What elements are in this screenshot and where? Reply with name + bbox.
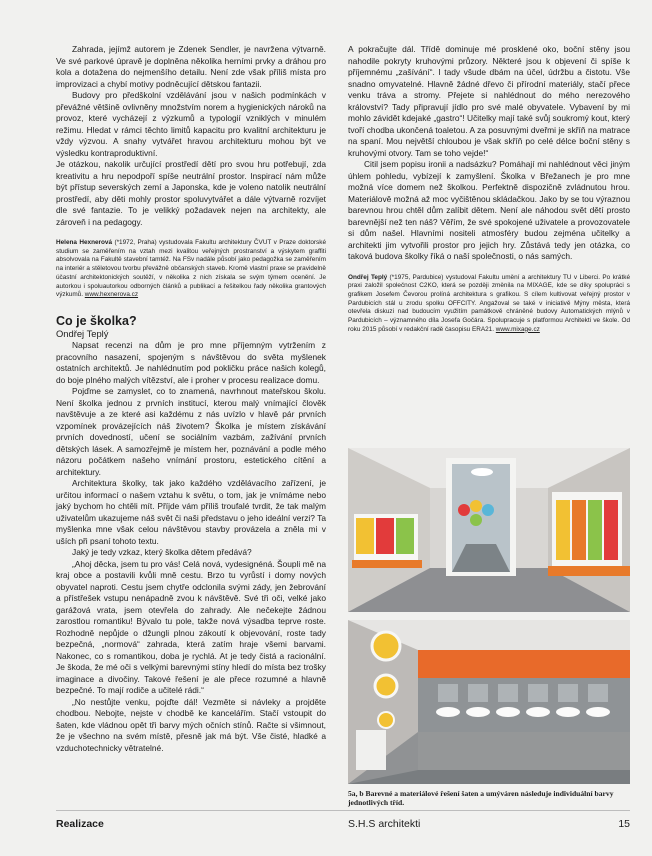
body-paragraph: A pokračujte dál. Třídě dominuje mé prosklené oko, boční stěny jsou nahodile pokryty kruhovými průzory. Některé jsou k objevení či spíše k příjemnému „zašívání“. I tady všude dbám na účel, údržbu a čistotu. Vše snadno omyvatelné. Hlavně žádné dřevo či přírodní materiály, stačí přece venku tráva a stromy. Přejete si nahlédnout do mého nerezového království? Tady připravují jídlo pro své malé obyvatele. Vybavení by mi mohlo závidět kdejaké „gastro“! Učitelky mají také svůj soukromý kout, který tvoří chodba ukončená toaletou. A za posuvnými dveřmi je skříň na matrace na spaní. Mou největší chloubou je však skříň po celé délce boční stěny s kruhovými otvory. Tam se toho vejde!“ <box>348 44 630 158</box>
bio-text: (*1972, Praha) vystudovala Fakultu architektury ČVUT v Praze doktorské studium se zaměřením na vztah mezi kvalitou veřejných prostranství a výskytem graffiti absolvovala na Fakultě stavební tamtéž. Na FSv nadále působí jako pedagožka se zaměřením na interiér a stěletovou tvorbu převážně občanských staveb. Kromě vlastní praxe se pravidelně účastní architektonických soutěží, v několika z nich získala se svým týmem ocenění. Je autorkou i spoluautorkou odborných článků a publikací a řešitelkou řady několika grantových výzkumů. <box>56 239 326 299</box>
washroom-illustration <box>348 620 630 784</box>
bio-text: (*1975, Pardubice) vystudoval Fakultu umění a architektury TU v Liberci. Po krátké praxi založil společnost C2KO, která se později změnila na MIXAGE, kde se díky spolupráci s grafikem Josefem Čevorou prolíná architektura s grafikou. S cílem kultivovat veřejný prostor v Pardubicích stál u zrodu spolku OFFCITY. Angažoval se také v iniciativě Mýny města, která otevřela diskuzi nad budoucím využitím památkově chráněné budovy Automatických mlýnů v Pardubicích – významného díla Josefa Gočára. Spolupracuje s platformou Architekti ve škole. Od roku 2015 působí v redakční radě časopisu ERA21. <box>348 273 631 333</box>
bio-link[interactable]: www.mixage.cz <box>495 325 540 333</box>
body-paragraph: Pojďme se zamyslet, co to znamená, navrhnout mateřskou školu. Není školka jednou z prvních institucí, kterou malý vnímající člověk navštěvuje a ze které asi každému z nás uvízlo v hlavě pár prvních vzpomínek provázejících náš životem? Školka je místem získávání prvních dovedností, učení se sociálním vazbám, zažívání prvních dětských lásek. A samozřejmě je místem her, poznávání a podle mého názoru počátkem našeho vnímání prostoru, estetického cítění a architektury. <box>56 386 326 477</box>
footer-section: Realizace <box>56 818 104 830</box>
body-paragraph: Napsat recenzi na dům je pro mne příjemným vytržením z pracovního nasazení, spojeným s návštěvou do světa myšlenek ostatních architektů. Je nahlédnutím pod pokličku práce našich kolegů, do boje plného malých vítězství, ale i proher v procesu realizace domu. <box>56 340 326 385</box>
section-title: Co je školka? <box>56 313 137 328</box>
photo-caption: 5a, b Barevné a materiálové řešení šaten a umýváren následuje individuální barvy jednotlivých tříd. <box>348 789 614 808</box>
body-paragraph: Je otázkou, nakolik určující prostředí dětí pro svou hru potřebují, zda kreativitu a hru nepodpoří spíše neutrální prostor. Inspirací nám může být přístup severských zemí a Japonska, kde je voleno natolik neutrální prostředí, aby děti mohly prostor spoluvytvářet a dále výtvarně rozvíjet dle své fantazie. To je velikký požadavek nejen na architekty, ale zároveň i na pedagogy. <box>56 159 326 227</box>
bio-link[interactable]: www.hexnerova.cz <box>84 291 139 299</box>
author-bio-hexnerova <box>56 239 326 300</box>
right-column <box>348 44 630 334</box>
body-paragraph: Architektura školky, tak jako každého vzdělávacího zařízení, je určitou informací o našem vztahu k světu, o tom, jak je vnímáme nebo jaký bychom ho chtěli mít. Příjde vám příliš troufalé tvrdit, že tak malým uživatelům ukazujeme náš svět či naši představu o jeho ideální verzi? Ta myšlenka mne však celou návštěvou stavby provázela a zněla mi v uších při psaní tohoto textu. <box>56 478 326 546</box>
left-column <box>56 44 326 754</box>
cloakroom-illustration <box>348 448 630 612</box>
section-author: Ondřej Teplý <box>56 327 109 339</box>
photo-cloakroom <box>348 448 630 612</box>
body-paragraph: Budovy pro předškolní vzdělávání jsou v našich podmínkách v převážné většině ovlivněny množstvím norem a hygienických nároků na provoz, které vycházejí z výzkumů a typologií vzniklých v minulém režimu. Hledat v rámci těchto limitů kapacitu pro kvalitní architekturu je vždy výzvou. A snahy vytvářet hravou architekturu mohou být ve výsledku kontraproduktivní. <box>56 90 326 158</box>
bio-name: Helena Hexnerová <box>56 239 113 246</box>
body-paragraph: Jaký je tedy vzkaz, který školka dětem předává? <box>72 547 252 558</box>
body-paragraph: „No nestůjte venku, pojďte dál! Vezměte si návleky a projděte chodbou. Nebojte, nejste v chodbě ke kancelářím. Stačí vstoupit do šaten, kde vládnou opět tři barvy mých očních stínů. Račte si všimnout, že je všechno na svém místě, přesně jak má být. Vše čisté, hladké a vzduchotechnicky větratelné. <box>56 696 326 753</box>
footer-divider <box>56 810 630 811</box>
page-number: 15 <box>618 818 630 830</box>
bio-name: Ondřej Teplý <box>348 273 388 281</box>
author-bio-teply <box>348 274 630 335</box>
footer-publication: S.H.S architekti <box>348 818 421 830</box>
photo-washroom <box>348 620 630 784</box>
body-paragraph: Citil jsem popisu ironii a nadsázku? Pomáhají mi nahlédnout věci jiným úhlem pohledu, vybízejí k zamyšlení. Školka v Břežanech je pro mne možná více domem než školkou. Perfektně dispozičně zvládnutou hrou. Materiálově možná až moc vyčištěnou skládačkou. Jako by se tou výraznou barevnou hrou chtěl dům zalíbit dětem. Není ale náhodou svět dětí prosto barevnější než ten náš? Věřím, že své spokojené uživatele a provozovatele si dům našel. Hlavními nositeli atmosféry budou zejména učitelky a architekti jim vytvořili prostor pro jejich hry. Zůstává tedy jen otázka, co taková budova školky říká o naší společnosti, o nás samých. <box>348 159 630 261</box>
body-paragraph: „Ahoj děcka, jsem tu pro vás! Celá nová, vydesignéná. Šoupli mě na kraj obce a postavili kvůli mně cestu. Brzo tu vyrůstí i domy nových obyvatel naproti. Cestu jsem chytře odclonila svými zády, jen žebrování a přístřešek vstupu nenápadně zvou k návštěvě. Své tři oči, velké jako garážová vrata, jsem otevřela do zahrady. Ale nečekejte žádnou zarostlou romantiku! Bývalo tu pole, takže nová výsadba teprve roste. Rozhodně nepůjde o džungli plnou zákoutí k objevování, roste tady bezpečná, „normová“ zahrada, která zatím hraje všemi barvami. Nakonec, co s romantikou, doba je rychlá. At je tedy čistá a racionální. Je škoda, že mé oči s velkými barevnými stíny hledí do místa bez trošky imaginace a divočiny. Takové řešení je ale přece rozumné a hlavně bezpečné. To mají rodiče a učitelé rádi.“ <box>56 558 326 696</box>
body-paragraph: Zahrada, jejímž autorem je Zdenek Sendler, je navržena výtvarně. Ve své parkové úpravě je doplněna několika herními prvky a dráhou pro kola a dotažena do nejmenšího detailu. Není zde však příliš místa pro improvizaci a chybí motivy podněcující dětskou fantazii. <box>56 44 326 89</box>
